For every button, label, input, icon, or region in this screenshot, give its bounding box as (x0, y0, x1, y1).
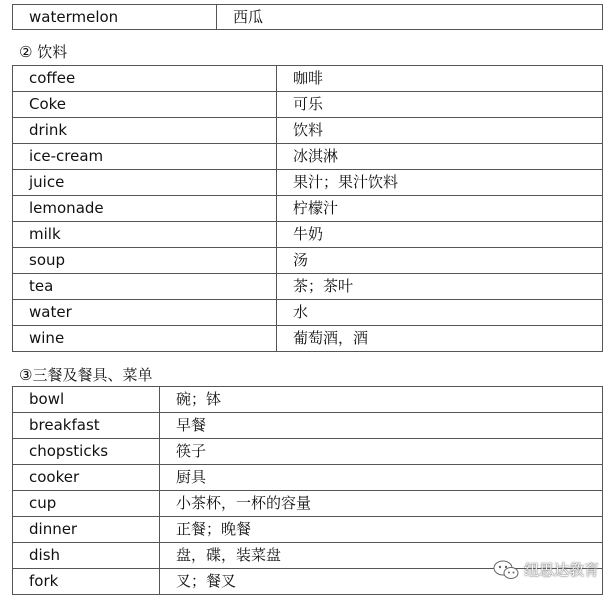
english-word: dinner (13, 517, 160, 543)
chinese-meaning: 水 (277, 300, 603, 326)
english-word: bowl (13, 387, 160, 413)
watermark (493, 559, 599, 580)
fruit-vocab-table (12, 4, 603, 30)
chinese-meaning: 葡萄酒，酒 (277, 326, 603, 352)
english-word: watermelon (13, 5, 217, 30)
chinese-meaning: 叉；餐叉 (160, 569, 603, 595)
chinese-meaning: 牛奶 (277, 222, 603, 248)
chinese-meaning: 西瓜 (217, 5, 603, 30)
section-heading-meals: ③三餐及餐具、菜单 (19, 366, 153, 384)
table-row (13, 222, 603, 248)
drinks-table-body (13, 66, 603, 352)
english-word: water (13, 300, 277, 326)
chinese-meaning: 盘，碟，装菜盘 (160, 543, 603, 569)
english-word: fork (13, 569, 160, 595)
fruit-table-body (13, 5, 603, 30)
drinks-vocab-table (12, 65, 603, 352)
chinese-meaning: 饮料 (277, 118, 603, 144)
chinese-meaning: 冰淇淋 (277, 144, 603, 170)
english-word: milk (13, 222, 277, 248)
watermark-text: 纽思达教育 (523, 561, 599, 579)
english-word: wine (13, 326, 277, 352)
english-word: coffee (13, 66, 277, 92)
english-word: lemonade (13, 196, 277, 222)
english-word: ice-cream (13, 144, 277, 170)
english-word: Coke (13, 92, 277, 118)
table-row (13, 5, 603, 30)
table-row (13, 196, 603, 222)
table-row (13, 92, 603, 118)
english-word: tea (13, 274, 277, 300)
chinese-meaning: 正餐；晚餐 (160, 517, 603, 543)
chinese-meaning: 茶；茶叶 (277, 274, 603, 300)
table-row (13, 491, 603, 517)
chinese-meaning: 果汁；果汁饮料 (277, 170, 603, 196)
table-row (13, 387, 603, 413)
section-heading-drinks: ② 饮料 (19, 43, 68, 61)
english-word: cooker (13, 465, 160, 491)
table-row (13, 439, 603, 465)
table-row (13, 248, 603, 274)
chinese-meaning: 柠檬汁 (277, 196, 603, 222)
chinese-meaning: 咖啡 (277, 66, 603, 92)
table-row (13, 326, 603, 352)
table-row (13, 170, 603, 196)
english-word: dish (13, 543, 160, 569)
chinese-meaning: 早餐 (160, 413, 603, 439)
wechat-logo-icon (493, 560, 519, 580)
chinese-meaning: 厨具 (160, 465, 603, 491)
table-row (13, 517, 603, 543)
table-row (13, 66, 603, 92)
english-word: chopsticks (13, 439, 160, 465)
chinese-meaning: 可乐 (277, 92, 603, 118)
english-word: juice (13, 170, 277, 196)
table-row (13, 144, 603, 170)
chinese-meaning: 碗；钵 (160, 387, 603, 413)
chinese-meaning: 小茶杯，一杯的容量 (160, 491, 603, 517)
table-row (13, 465, 603, 491)
chinese-meaning: 汤 (277, 248, 603, 274)
table-row (13, 413, 603, 439)
table-row (13, 300, 603, 326)
chinese-meaning: 筷子 (160, 439, 603, 465)
english-word: breakfast (13, 413, 160, 439)
table-row (13, 274, 603, 300)
table-row (13, 118, 603, 144)
english-word: soup (13, 248, 277, 274)
english-word: cup (13, 491, 160, 517)
english-word: drink (13, 118, 277, 144)
